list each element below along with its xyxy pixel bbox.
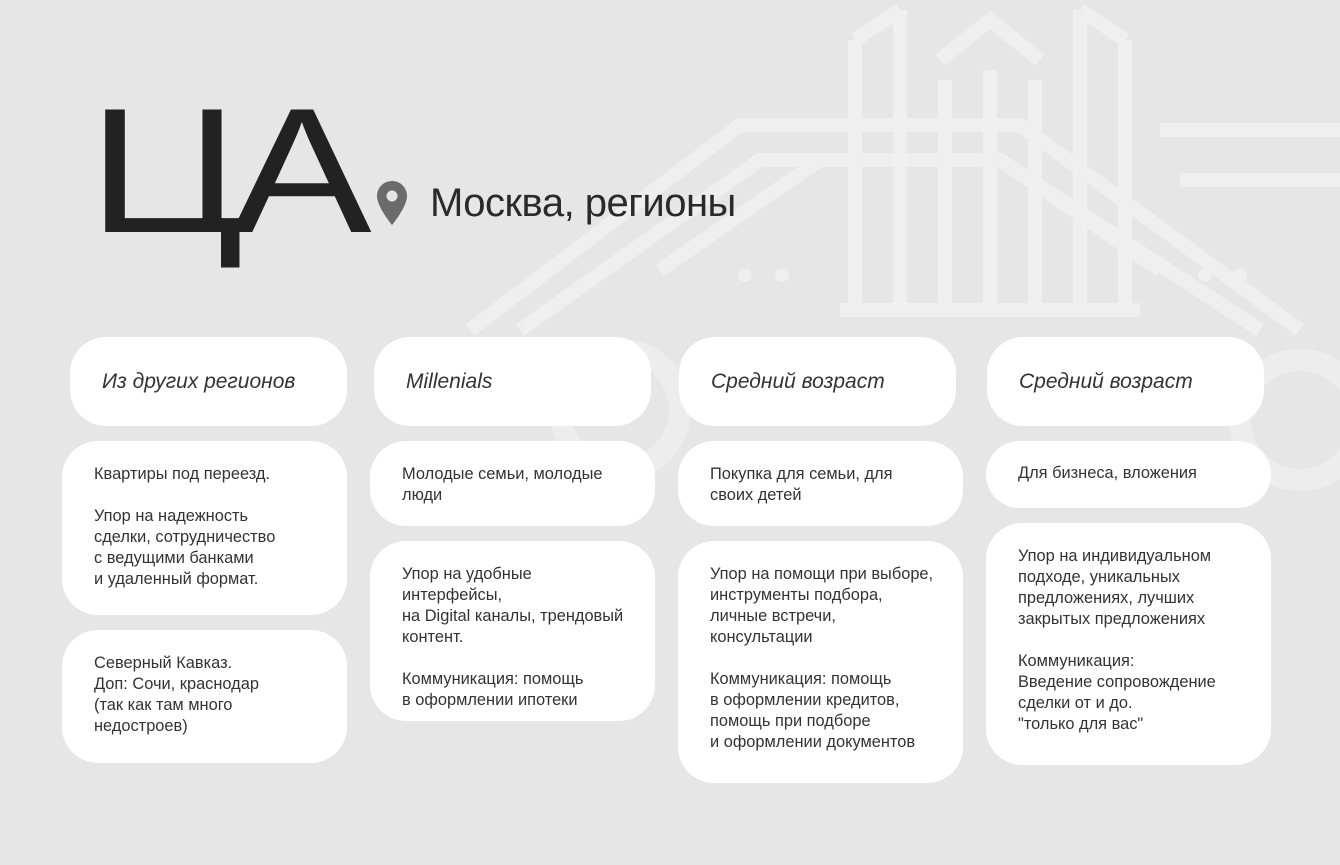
segment-heading-millenials: Millenials	[374, 337, 651, 426]
segment-card-middle-age-family-who: Покупка для семьи, для своих детей	[678, 441, 963, 526]
page-title: ЦА	[88, 71, 360, 270]
segment-card-millenials-focus: Упор на удобные интерфейсы, на Digital каналы, трендовый контент. Коммуникация: помощь в оформлении ипотеки	[370, 541, 655, 721]
segment-card-millenials-who: Молодые семьи, молодые люди	[370, 441, 655, 526]
location-text: Москва, регионы	[430, 180, 736, 225]
segment-card-middle-age-business-focus: Упор на индивидуальном подходе, уникальных предложениях, лучших закрытых предложениях Коммуникация: Введение сопровождение сделки от и до. "только для вас"	[986, 523, 1271, 765]
segment-heading-middle-age-family: Средний возраст	[679, 337, 956, 426]
segment-card-middle-age-family-focus: Упор на помощи при выборе, инструменты подбора, личные встречи, консультации Коммуникация: помощь в оформлении кредитов, помощь при подборе и оформлении документов	[678, 541, 963, 783]
map-pin-icon	[376, 180, 408, 226]
segment-card-middle-age-business-who: Для бизнеса, вложения	[986, 441, 1271, 508]
segment-heading-middle-age-business: Средний возраст	[987, 337, 1264, 426]
location-line	[376, 180, 736, 226]
segment-card-regions-motivation: Квартиры под переезд. Упор на надежность сделки, сотрудничество с ведущими банками и удаленный формат.	[62, 441, 347, 615]
segment-heading-regions: Из других регионов	[70, 337, 347, 426]
segment-card-regions-geography: Северный Кавказ. Доп: Сочи, краснодар (так как там много недостроев)	[62, 630, 347, 763]
